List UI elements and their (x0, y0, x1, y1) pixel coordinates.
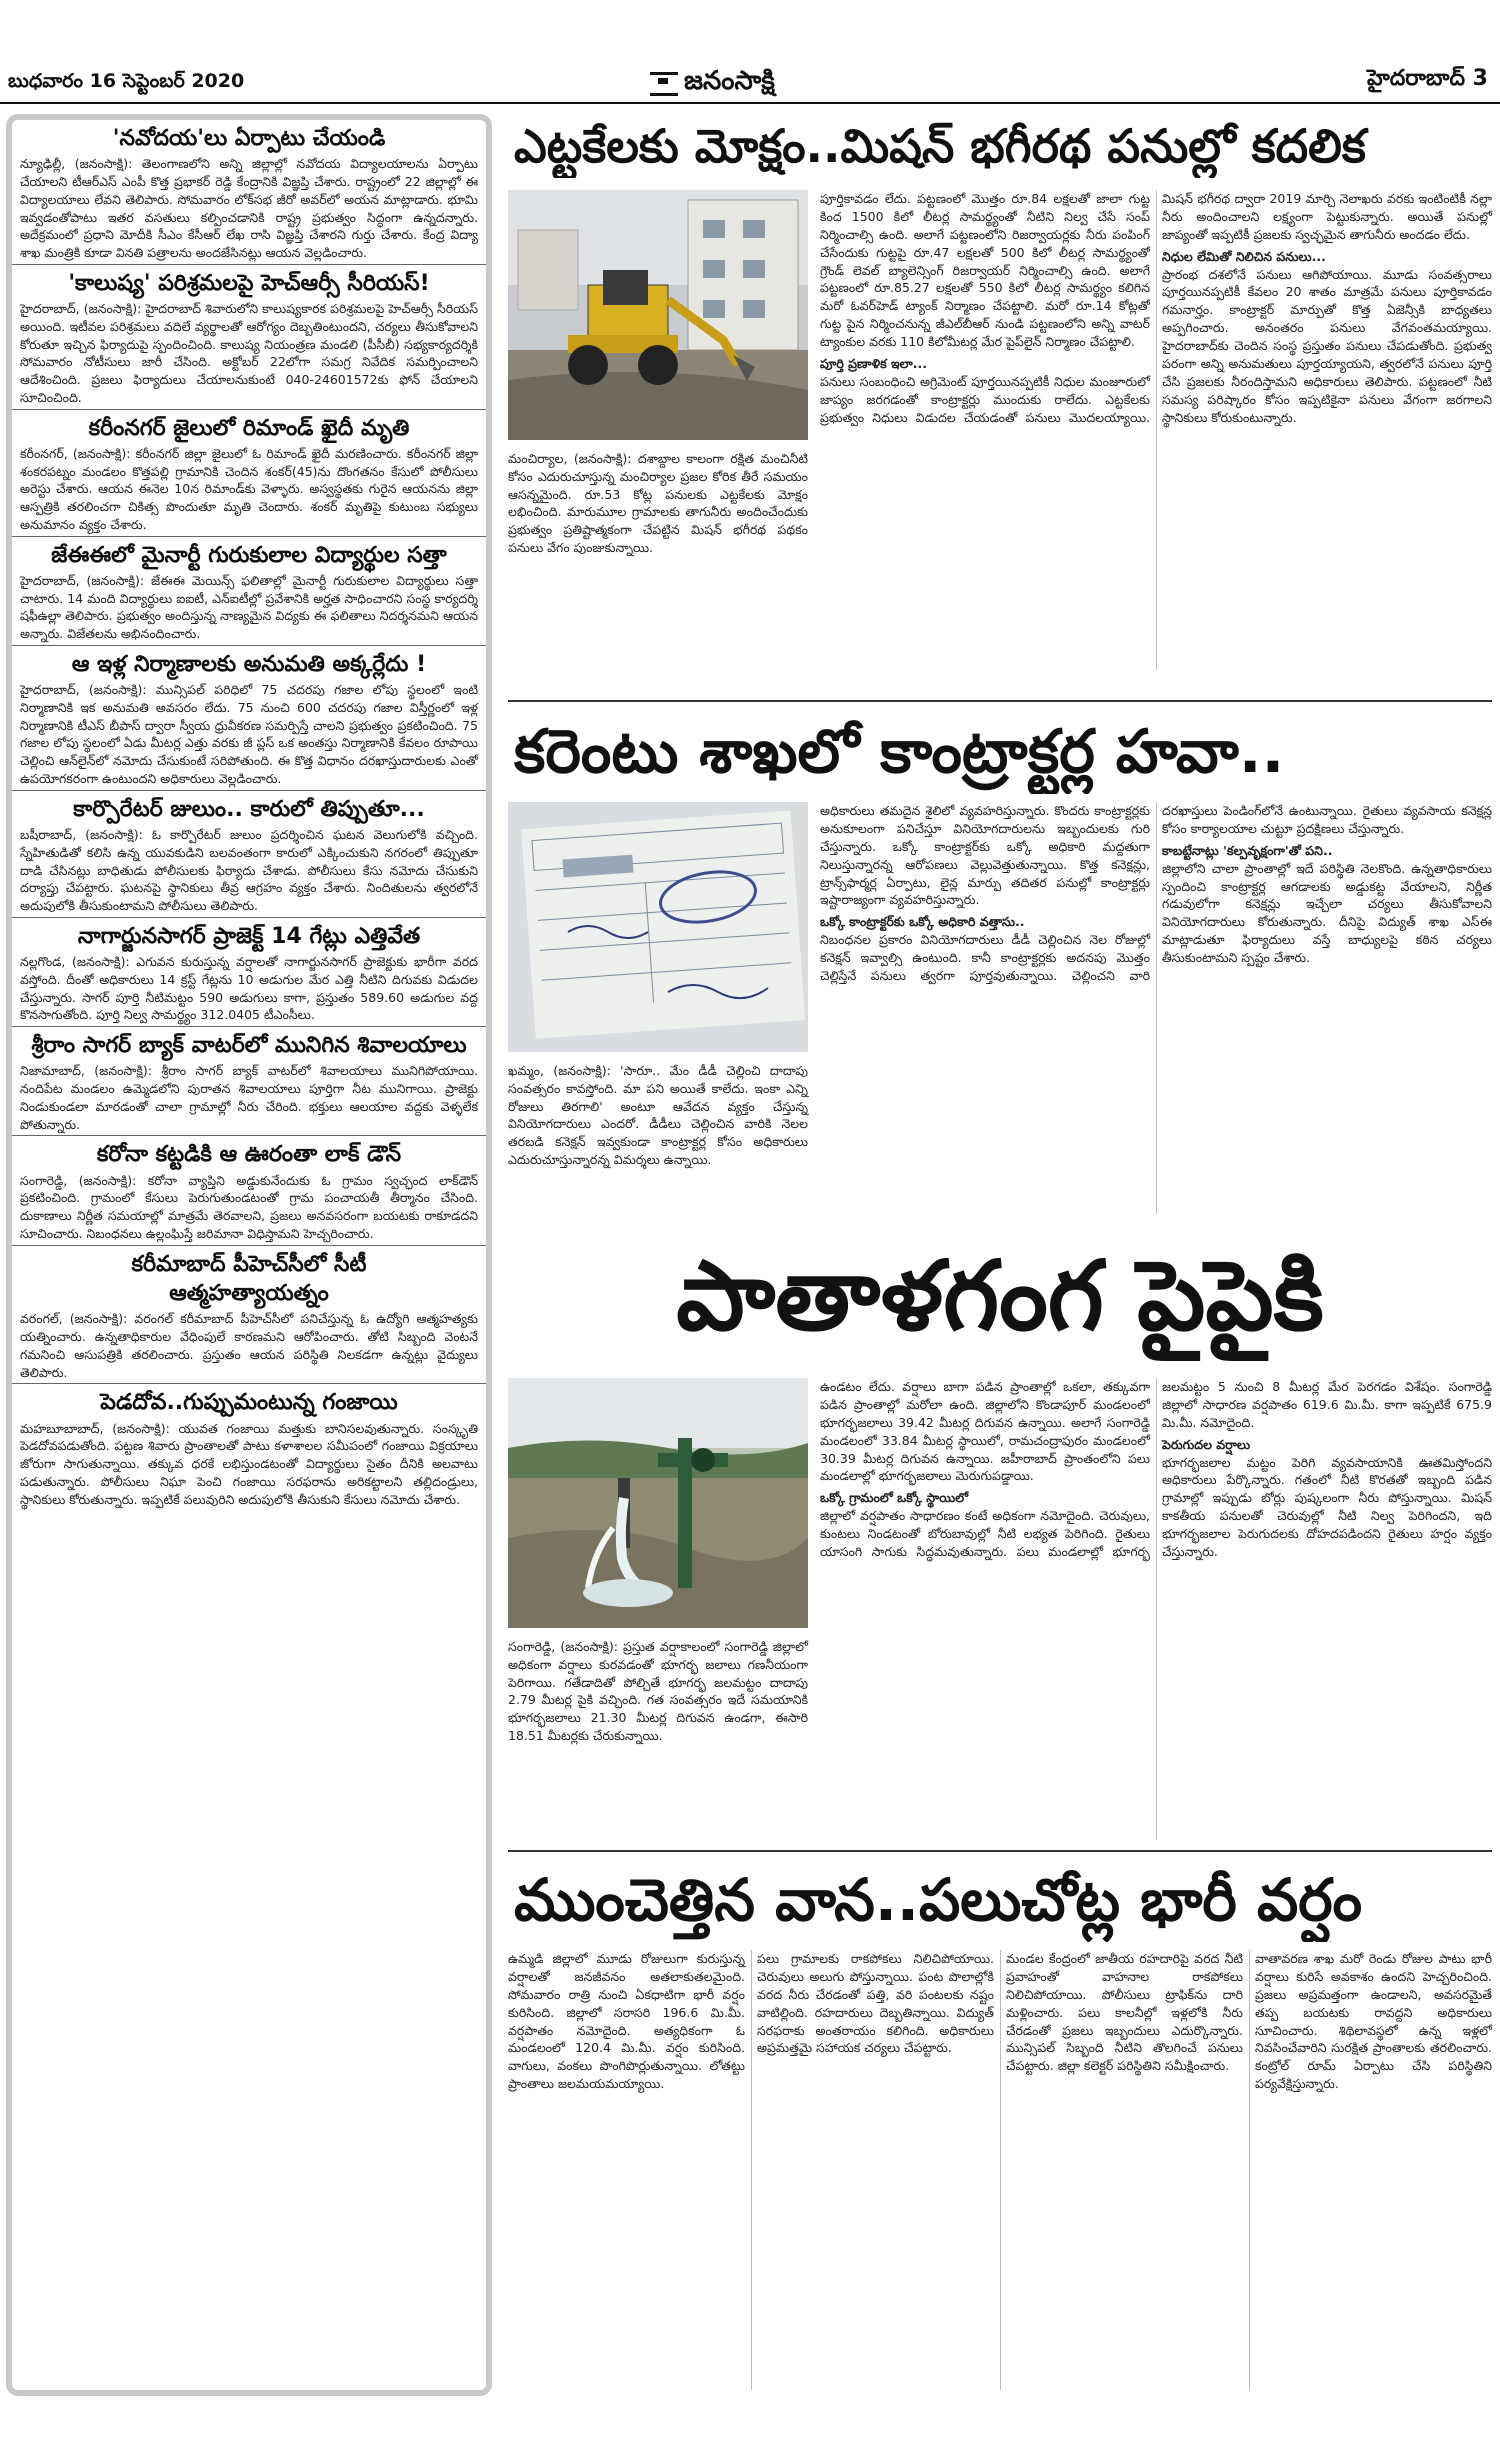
story-body-columns (820, 190, 1492, 670)
brief-body: నల్లగొండ, (జనంసాక్షి): ఎగువన కురుస్తున్న వర్షాలతో నాగార్జునసాగర్ ప్రాజెక్టుకు భారీగా వరద వస్తోంది. దీంతో అధికారులు 14 క్రస్ట్ గేట్లను 10 అడుగుల మేర ఎత్తి నీటిని దిగువకు విడుదల చేస్తున్నారు. సాగర్ పూర్తి నీటిమట్టం 590 అడుగులు కాగా, ప్రస్తుతం 589.60 అడుగుల వద్ద కొనసాగుతోంది. పూర్తి నిల్వ సామర్థ్యం 312.0405 టీఎంసీలు. (20, 954, 478, 1023)
story-body-columns (508, 1950, 1492, 2390)
borewell-photo (508, 1378, 808, 1628)
brief-jail-death (12, 409, 486, 536)
story-electricity-contractors (508, 710, 1492, 1220)
story-paragraph: జిల్లాలో వర్షపాతం సాధారణం కంటే అధికంగా నమోదైంది. చెరువులు, కుంటలు నిండటంతో బోరుబావుల్లో నీటి లభ్యత పెరిగింది. రైతులు యాసంగి సాగుకు సిద్ధమవుతున్నారు. పలు మండలాల్లో భూగర్భ జలమట్టం 5 నుంచి 8 మీటర్ల మేర పెరగడం విశేషం. సంగారెడ్డి జిల్లాలో సాధారణ వర్షపాతం 619.6 మి.మీ. కాగా ఇప్పటికే 675.9 మి.మీ. నమోదైంది. (820, 1379, 1492, 1559)
brief-sriram-sagar (12, 1026, 486, 1135)
story-body-columns (820, 802, 1492, 1214)
story-subhead: పెరుగుదల వర్షాలు (1162, 1436, 1251, 1452)
brief-headline: నాగార్జునసాగర్ ప్రాజెక్ట్ 14 గేట్లు ఎత్తివేత (77, 923, 421, 949)
story-subhead: ఒక్కో గ్రామంలో ఒక్కో స్థాయిలో (820, 1490, 969, 1506)
left-news-column (6, 114, 492, 2396)
page-header (0, 0, 1500, 96)
story-paragraph: నిబంధనల ప్రకారం వినియోగదారులు డీడీ చెల్లించిన నెల రోజుల్లో కనెక్షన్ ఇవ్వాల్సి ఉంటుంది. కానీ కాంట్రాక్టర్లకు అదనపు మొత్తం చెల్లిస్తేనే పనులు త్వరగా పూర్తవుతున్నాయి. చెల్లించని వారి దరఖాస్తులు పెండింగ్‌లోనే ఉంటున్నాయి. రైతులు వ్యవసాయ కనెక్షన్ల కోసం కార్యాలయాల చుట్టూ ప్రదక్షిణలు చేస్తున్నారు. (820, 803, 1492, 983)
story-paragraph: అధికారులు తమదైన శైలిలో వ్యవహరిస్తున్నారు. కొందరు కాంట్రాక్టర్లకు అనుకూలంగా పనిచేస్తూ వినియోగదారులను ఇబ్బందులకు గురి చేస్తున్నారు. ఒక్కో కాంట్రాక్టర్‌కు ఒక్కో అధికారి మద్దతుగా నిలుస్తున్నారన్న ఆరోపణలు వెల్లువెత్తుతున్నాయి. కొత్త కనెక్షన్లు, ట్రాన్స్‌ఫార్మర్ల ఏర్పాటు, లైన్ల మార్పు తదితర పనుల్లో కాంట్రాక్టర్లు ఇష్టారాజ్యంగా వ్యవహరిస్తున్నారు. (820, 803, 1150, 908)
deposit-slip-photo (508, 802, 808, 1052)
brief-phc-suicide (12, 1245, 486, 1384)
brief-headline: జేఈఈలో మైనార్టీ గురుకులాల విద్యార్థుల సత్తా (51, 542, 447, 568)
brief-headline: కరీంనగర్ జైలులో రిమాండ్ ఖైదీ మృతి (88, 415, 410, 441)
bank-slip-image (508, 802, 808, 1052)
story-groundwater (508, 1226, 1492, 1846)
story-paragraph: మండల కేంద్రంలో జాతీయ రహదారిపై వరద నీటి ప్రవాహంతో వాహనాల రాకపోకలు నిలిచిపోయాయి. పోలీసులు ట్రాఫిక్‌ను దారి మళ్లించారు. పలు కాలనీల్లో ఇళ్లలోకి నీరు చేరడంతో ప్రజలు ఇబ్బందులు ఎదుర్కొన్నారు. మున్సిపల్ సిబ్బంది నీటిని తొలగించే పనులు చేపట్టారు. జిల్లా కలెక్టర్ పరిస్థితిని సమీక్షించారు. (1006, 1951, 1243, 2074)
brief-headline: కరోనా కట్టడికి ఆ ఊరంతా లాక్ డౌన్ (96, 1142, 402, 1168)
brief-pollution (12, 264, 486, 409)
story-heavy-rain (508, 1858, 1492, 2398)
brief-jee (12, 536, 486, 645)
story-headline: ముంచెత్తిన వాన..పలుచోట్ల భారీ వర్షం (514, 1866, 1363, 1934)
story-paragraph: పనులు సంబంధించి అగ్రిమెంట్ పూర్తయినప్పటికీ నిధుల మంజూరులో జాప్యం జరగడంతో కాంట్రాక్టర్లు ముందుకు రాలేదు. ఎట్టకేలకు ప్రభుత్వం నిధులు విడుదల చేయడంతో పనులు మొదలయ్యాయి. మిషన్ భగీరథ ద్వారా 2019 మార్చి నెలాఖరు వరకు ఇంటింటికీ నల్లా నీరు అందించాలని లక్ష్యంగా పెట్టుకున్నారు. అయితే పనుల్లో జాప్యంతో ఇప్పటికీ ప్రజలకు స్వచ్ఛమైన తాగునీరు అందడం లేదు. (820, 191, 1492, 425)
story-subhead: కాబట్టేనాట్లు 'కల్పవృక్షంగా'తో పని.. (1162, 842, 1333, 858)
story-body-columns (820, 1378, 1492, 1840)
story-subhead: ఒక్కో కాంట్రాక్టర్‌కు ఒక్కో అధికారి వత్తాసు.. (820, 914, 1025, 930)
story-mission-bhagiratha (508, 114, 1492, 694)
story-paragraph: భూగర్భజలాల మట్టం పెరిగి వ్యవసాయానికి ఊతమిస్తోందని అధికారులు పేర్కొన్నారు. గతంలో నీటి కొరతతో ఇబ్బంది పడిన గ్రామాల్లో ఇప్పుడు బోర్లు పుష్కలంగా నీరు పోస్తున్నాయి. మిషన్ కాకతీయ పనులతో చెరువుల్లో నీటి నిల్వ పెరిగిందని, ఇది భూగర్భజలాల పెరుగుదలకు దోహదపడిందని రైతులు హర్షం వ్యక్తం చేస్తున్నారు. (1162, 1454, 1492, 1559)
story-paragraph: ఉమ్మడి జిల్లాలో మూడు రోజులుగా కురుస్తున్న వర్షాలతో జనజీవనం అతలాకుతలమైంది. సోమవారం రాత్రి నుంచి ఏకధాటిగా భారీ వర్షం కురిసింది. జిల్లాలో సరాసరి 196.6 మి.మీ. వర్షపాతం నమోదైంది. అత్యధికంగా ఓ మండలంలో 120.4 మి.మీ. వర్షం కురిసింది. వాగులు, వంకలు పొంగిపొర్లుతున్నాయి. లోతట్టు ప్రాంతాలు జలమయమయ్యాయి. (508, 1951, 745, 2092)
story-headline: ఎట్టకేలకు మోక్షం..మిషన్ భగీరథ పనుల్లో కదలిక (514, 119, 1366, 173)
main-stories-area (508, 114, 1492, 2404)
brief-headline: పెడదోవ..గుప్పుమంటున్న గంజాయి (100, 1390, 398, 1416)
brief-sagar-gates (12, 917, 486, 1026)
brief-body: వరంగల్, (జనంసాక్షి): వరంగల్ కరీమాబాద్ పీహెచ్‌సీలో పనిచేస్తున్న ఓ ఉద్యోగి ఆత్మహత్యకు యత్నించారు. ఉన్నతాధికారుల వేధింపులే కారణమని ఆరోపించారు. తోటి సిబ్బంది వెంటనే గమనించి ఆసుపత్రికి తరలించారు. ప్రస్తుతం ఆయన పరిస్థితి నిలకడగా ఉన్నట్లు వైద్యులు తెలిపారు. (20, 1311, 478, 1380)
brief-house-permits (12, 645, 486, 790)
story-paragraph: జిల్లాలోని చాలా ప్రాంతాల్లో ఇదే పరిస్థితి నెలకొంది. ఉన్నతాధికారులు స్పందించి కాంట్రాక్టర్ల ఆగడాలకు అడ్డుకట్ట వేయాలని, నిర్ణీత గడువులోగా కనెక్షన్లు ఇచ్చేలా చర్యలు తీసుకోవాలని వినియోగదారులు కోరుతున్నారు. దీనిపై విద్యుత్ శాఖ ఎస్ఈ మాట్లాడుతూ ఫిర్యాదులు వస్తే బాధ్యులపై కఠిన చర్యలు తీసుకుంటామని స్పష్టం చేశారు. (1162, 860, 1492, 965)
brief-headline: కార్పొరేటర్ జులుం.. కారులో తిప్పుతూ... (73, 796, 425, 822)
excavator-site-image (508, 190, 808, 440)
brief-body: న్యూఢిల్లీ, (జనంసాక్షి): తెలంగాణలోని అన్ని జిల్లాల్లో నవోదయ విద్యాలయాలను ఏర్పాటు చేయాలని టీఆర్ఎస్ ఎంపీ కొత్త ప్రభాకర్ రెడ్డి కేంద్రానికి విజ్ఞప్తి చేశారు. రాష్ట్రంలో 22 జిల్లాల్లో ఈ విద్యాలయాలు లేవని తెలిపారు. సోమవారం లోక్‌సభ జీరో అవర్‌లో అయన మాట్లాడారు. భూమి ఇవ్వడంతోపాటు ఇతర వసతులు కల్పించడానికి రాష్ట్ర ప్రభుత్వం సిద్ధంగా ఉన్నదన్నారు. అదేక్రమంలో ప్రధాని మోదీకి సీఎం కేసీఆర్ లేఖ రాసి విజ్ఞప్తి చేశారని గుర్తు చేశారు. కేంద్ర విద్యా శాఖ మంత్రికి కూడా వినతి పత్రాలను అందజేసినట్లు ఆయన వెల్లడించారు. (20, 156, 478, 261)
header-rule (0, 102, 1500, 104)
story-paragraph: ప్రారంభ దశలోనే పనులు ఆగిపోయాయి. మూడు సంవత్సరాలు పూర్తయినప్పటికీ కేవలం 20 శాతం మాత్రమే పనులు పూర్తికావడం గమనార్హం. కాంట్రాక్టర్ మార్పుతో కొత్త ఏజెన్సీకి బాధ్యతలు అప్పగించారు. అనంతరం పనులు వేగవంతమయ్యాయి. హైదరాబాద్‌కు చెందిన సంస్థ ప్రస్తుతం పనులు చేపడుతోంది. ప్రభుత్వ పరంగా అన్ని అనుమతులు పూర్తయ్యాయని, త్వరలోనే పనులు పూర్తి చేసి ప్రజలకు నీరందిస్తామని అధికారులు తెలిపారు. పట్టణంలో నీటి సమస్య పరిష్కారం కోసం ఇప్పటికైనా పనులు వేగంగా జరగాలని స్థానికులు కోరుకుంటున్నారు. (1162, 266, 1492, 425)
brief-body: మహబూబాబాద్, (జనంసాక్షి): యువత గంజాయి మత్తుకు బానిసలవుతున్నారు. సంస్కృతి పెడదోవపడుతోంది. పట్టణ శివారు ప్రాంతాలతో పాటు కళాశాలల సమీపంలో గంజాయి విక్రయాలు జోరుగా సాగుతున్నాయి. తక్కువ ధరకే లభిస్తుండటంతో విద్యార్థులు సైతం దీనికి అలవాటు పడుతున్నారు. పోలీసులు నిఘా పెంచి గంజాయి సరఫరాను అరికట్టాలని తల్లిదండ్రులు, స్థానికులు కోరుతున్నారు. ఇప్పటికే పలువురిని అదుపులోకి తీసుకుని కేసులు నమోదు చేశారు. (20, 1420, 478, 1507)
brief-body: నిజామాబాద్, (జనంసాక్షి): శ్రీరాం సాగర్ బ్యాక్ వాటర్‌లో శివాలయాలు మునిగిపోయాయి. నందిపేట మండలం ఉమ్మెడలోని పురాతన శివాలయాలు పూర్తిగా నీట మునిగాయి. ప్రాజెక్టు నిండుకుండలా మారడంతో చాలా గ్రామాల్లో నీరు చేరింది. భక్తులు ఆలయాల వద్దకు వెళ్ళలేక పోతున్నారు. (20, 1063, 478, 1132)
brief-body: హైదరాబాద్, (జనంసాక్షి): జేఈఈ మెయిన్స్ ఫలితాల్లో మైనార్టీ గురుకులాల విద్యార్థులు సత్తా చాటారు. 14 మంది విద్యార్థులు ఐఐటీ, ఎన్ఐటీల్లో ప్రవేశానికి అర్హత సాధించారని సంస్థ కార్యదర్శి షఫీఉల్లా తెలిపారు. ప్రభుత్వం అందిస్తున్న నాణ్యమైన విద్యకు ఈ ఫలితాలు నిదర్శనమని ఆయన అన్నారు. విజేతలను అభినందించారు. (20, 572, 478, 642)
masthead-logo-icon (650, 72, 678, 96)
brief-body: హైదరాబాద్, (జనంసాక్షి): హైదరాబాద్ శివారులోని కాలుష్యకారక పరిశ్రమలపై హెచ్ఆర్సీ సీరియస్ అయింది. ఇటీవల పరిశ్రమలు వదిలే వ్యర్థాలతో ఆరోగ్యం దెబ్బతింటుందని, చర్యలు తీసుకోవాలని కోరుతూ ఇచ్చిన ఫిర్యాదుపై స్పందించింది. కాలుష్య నియంత్రణ మండలి (పీసీబీ) సభ్యకార్యదర్శికి సోమవారం నోటీసులు జారీ చేసింది. అక్టోబర్ 22లోగా సమగ్ర నివేదిక సమర్పించాలని ఆదేశించింది. ప్రజలు ఫిర్యాదులు చేయాలనుకుంటే 040-24601572కు ఫోన్ చేయాలని సూచించింది. (20, 301, 478, 405)
masthead (650, 66, 775, 102)
brief-navodaya (12, 120, 486, 264)
story-separator (508, 1850, 1492, 1852)
story-paragraph: ఉండటం లేదు. వర్షాలు బాగా పడిన ప్రాంతాల్లో ఒకలా, తక్కువగా పడిన ప్రాంతాల్లో మరోలా ఉంది. జిల్లాలోని కొండాపూర్ మండలంలో భూగర్భజలాలు 39.42 మీటర్ల దిగువన ఉన్నాయి. అలాగే సంగారెడ్డి మండలంలో 33.84 మీటర్ల స్థాయిలో, రామచంద్రాపురం మండలంలో 30.39 మీటర్ల దిగువన ఉన్నాయి. జహీరాబాద్ ప్రాంతంలోని పలు మండలాల్లో భూగర్భజలాలు మెరుగుపడ్డాయి. (820, 1379, 1150, 1484)
story-paragraph: పలు గ్రామాలకు రాకపోకలు నిలిచిపోయాయి. చెరువులు అలుగు పోస్తున్నాయి. పంట పొలాల్లోకి వరద నీరు చేరడంతో పత్తి, వరి పంటలకు నష్టం వాటిల్లింది. రహదారులు దెబ్బతిన్నాయి. విద్యుత్ సరఫరాకు అంతరాయం కలిగింది. అధికారులు అప్రమత్తమై సహాయక చర్యలు చేపట్టారు. (757, 1951, 994, 2056)
brief-ganja (12, 1383, 486, 1510)
story-subhead: పూర్తి ప్రణాళిక ఇలా... (820, 355, 927, 371)
brief-headline: 'నవోదయ'లు ఏర్పాటు చేయండి (112, 126, 386, 151)
brief-village-lockdown (12, 1135, 486, 1244)
story-subhead: నిధుల లేమితో నిలిచిన పనులు... (1162, 248, 1326, 264)
city-page-number: హైదరాబాద్ 3 (1367, 66, 1488, 91)
story-separator (508, 700, 1492, 702)
brief-corporator (12, 790, 486, 917)
story-headline: కరెంటు శాఖలో కాంట్రాక్టర్ల హవా.. (514, 717, 1285, 787)
brief-headline: ఆ ఇళ్ల నిర్మాణాలకు అనుమతి అక్కర్లేదు ! (71, 651, 427, 677)
brief-headline: 'కాలుష్య' పరిశ్రమలపై హెచ్ఆర్సీ సీరియస్! (68, 270, 430, 296)
brief-headline-line2: ఆత్మహత్యాయత్నం (169, 1280, 329, 1306)
story-headline: పాతాళగంగ పైపైకి (676, 1240, 1324, 1352)
brief-body: సంగారెడ్డి, (జనంసాక్షి): కరోనా వ్యాప్తిని అడ్డుకునేందుకు ఓ గ్రామం స్వచ్ఛంద లాక్‌డౌన్ ప్రకటించింది. గ్రామంలో కేసులు పెరుగుతుండటంతో గ్రామ పంచాయతీ తీర్మానం చేసింది. దుకాణాలు నిర్ణీత సమయాల్లో మాత్రమే తెరవాలని, ప్రజలు అనవసరంగా బయటకు రాకూడదని సూచించారు. నిబంధనలు ఉల్లంఘిస్తే జరిమానా విధిస్తామని హెచ్చరించారు. (20, 1172, 478, 1241)
story-caption: ఖమ్మం, (జనంసాక్షి): 'సారూ.. మేం డీడీ చెల్లించి దాదాపు సంవత్సరం కావస్తోంది. మా పని అయితే కాలేదు. ఇంకా ఎన్ని రోజులు తిరగాలి' అంటూ ఆవేదన వ్యక్తం చేస్తున్న వినియోగదారులు ఎందరో. డీడీలు చెల్లించిన వారికి నెలల తరబడి కనెక్షన్ ఇవ్వకుండా కాంట్రాక్టర్ల కోసం అధికారులు ఎదురుచూస్తున్నారన్న విమర్శలు ఉన్నాయి. (508, 1063, 808, 1167)
brief-body: కరీంనగర్, (జనంసాక్షి): కరీంనగర్ జిల్లా జైలులో ఓ రిమాండ్ ఖైదీ మరణించారు. కరీంనగర్ జిల్లా శంకరపట్నం మండలం కొత్తపల్లి గ్రామానికి చెందిన శంకర్(45)ను దొంగతనం కేసులో పోలీసులు అరెస్టు చేశారు. ఆయన ఈనెల 10న రిమాండ్‌కు వెళ్ళారు. అస్వస్థతకు గురైన ఆయనను జిల్లా ఆస్పత్రికి తరలించగా చికిత్స పొందుతూ మృతి చెందారు. శంకర్ మృతిపై కుటుంబ సభ్యులు అనుమానం వ్యక్తం చేశారు. (20, 445, 478, 532)
brief-headline: శ్రీరాం సాగర్ బ్యాక్ వాటర్‌లో మునిగిన శివాలయాలు (31, 1033, 467, 1059)
story-paragraph: వాతావరణ శాఖ మరో రెండు రోజుల పాటు భారీ వర్షాలు కురిసే అవకాశం ఉందని హెచ్చరించింది. ప్రజలు అప్రమత్తంగా ఉండాలని, అవసరమైతే తప్ప బయటకు రావద్దని అధికారులు సూచించారు. శిథిలావస్థలో ఉన్న ఇళ్లలో నివసించేవారిని సురక్షిత ప్రాంతాలకు తరలించారు. కంట్రోల్ రూమ్ ఏర్పాటు చేసి పరిస్థితిని పర్యవేక్షిస్తున్నారు. (1255, 1951, 1492, 2092)
story-caption: మంచిర్యాల, (జనంసాక్షి): దశాబ్దాల కాలంగా రక్షిత మంచినీటి కోసం ఎదురుచూస్తున్న మంచిర్యాల ప్రజల కోరిక తీరే సమయం ఆసన్నమైంది. రూ.53 కోట్ల పనులకు ఎట్టకేలకు మోక్షం లభించింది. మారుమూల గ్రామాలకు తాగునీరు అందించేందుకు ప్రభుత్వం ప్రతిష్టాత్మకంగా చేపట్టిన మిషన్ భగీరథ పథకం పనులు వేగం పుంజుకున్నాయి. (508, 451, 808, 555)
water-pipe-image (508, 1378, 808, 1628)
story-caption: సంగారెడ్డి, (జనంసాక్షి): ప్రస్తుత వర్షాకాలంలో సంగారెడ్డి జిల్లాలో అధికంగా వర్షాలు కురవడంతో భూగర్భ జలాలు గణనీయంగా పెరిగాయి. గతేడాదితో పోల్చితే భూగర్భ జలమట్టం దాదాపు 2.79 మీటర్ల పైకి వచ్చింది. గత సంవత్సరం ఇదే సమయానికి భూగర్భజలాలు 21.30 మీటర్ల దిగువన ఉండగా, ఈసారి 18.51 మీటర్లకు చేరుకున్నాయి. (508, 1639, 808, 1743)
issue-date: బుధవారం 16 సెప్టెంబర్ 2020 (8, 70, 245, 92)
masthead-title: జనంసాక్షి (684, 66, 775, 96)
construction-photo (508, 190, 808, 440)
story-paragraph: పూర్తికావడం లేదు. పట్టణంలో మొత్తం రూ.84 లక్షలతో జాలా గుట్ట కింద 1500 కిలో లీటర్ల సామర్థ్యంతో నీటిని నిల్వ చేసే సంప్ నిర్మించాల్సి ఉంది. అలాగే పట్టణంలోని రిజర్వాయర్లకు నీరు పంపింగ్ చేసేందుకు గుట్టపై రూ.47 లక్షలతో 500 కిలో లీటర్ల సామర్థ్యంతో గ్రౌండ్ లెవల్ బ్యాలెన్సింగ్ రిజర్వాయర్ నిర్మించాల్సి ఉంది. అలాగే పట్టణంలో రూ.85.27 లక్షలతో 550 కిలో లీటర్ల సామర్థ్యం కలిగిన మరో ఓవర్‌హెడ్ ట్యాంక్ నిర్మాణం చేపట్టాలి. మరో రూ.14 కోట్లతో గుట్ట పైన నిర్మించనున్న జీఎల్‌బీఆర్ నుండి పట్టణంలోని అన్ని వాటర్ ట్యాంకుల వరకు 110 కిలోమీటర్ల మేర పైప్‌లైన్ నిర్మాణం చేపట్టాలి. (820, 191, 1150, 349)
brief-body: బషీరాబాద్, (జనంసాక్షి): ఓ కార్పొరేటర్ జులుం ప్రదర్శించిన ఘటన వెలుగులోకి వచ్చింది. స్నేహితుడితో కలిసి ఉన్న యువకుడిని బలవంతంగా కారులో ఎక్కించుకుని నగరంలో తిప్పుతూ దాడి చేసినట్లు బాధితుడు పోలీసులకు ఫిర్యాదు చేశాడు. పోలీసులు కేసు నమోదు చేసుకుని దర్యాప్తు చేపట్టారు. ఘటనపై స్థానికులు తీవ్ర ఆగ్రహం వ్యక్తం చేశారు. నిందితులను త్వరలోనే అదుపులోకి తీసుకుంటామని పోలీసులు తెలిపారు. (20, 827, 478, 914)
brief-body: హైదరాబాద్, (జనంసాక్షి): మున్సిపల్ పరిధిలో 75 చదరపు గజాల లోపు స్థలంలో ఇంటి నిర్మాణానికి ఇక అనుమతి అవసరం లేదు. 75 నుంచి 600 చదరపు గజాల విస్తీర్ణంలో ఇళ్ల నిర్మాణానికి టీఎస్ బీపాస్ ద్వారా స్వీయ ధ్రువీకరణ సమర్పిస్తే చాలని ప్రభుత్వం ప్రకటించింది. 75 గజాల లోపు స్థలంలో ఏడు మీటర్ల ఎత్తు వరకు జీ ప్లస్ ఒక అంతస్తు నిర్మాణానికి కేవలం రూపాయి చెల్లించి ఆన్‌లైన్‌లో నమోదు చేసుకుంటే సరిపోతుంది. ఈ కొత్త విధానం దరఖాస్తుదారులకు ఎంతో ఉపయోగకరంగా ఉంటుందని అధికారులు వెల్లడించారు. (20, 682, 478, 786)
brief-headline: కరీమాబాద్ పీహెచ్‌సీలో సీటీ (131, 1251, 367, 1277)
